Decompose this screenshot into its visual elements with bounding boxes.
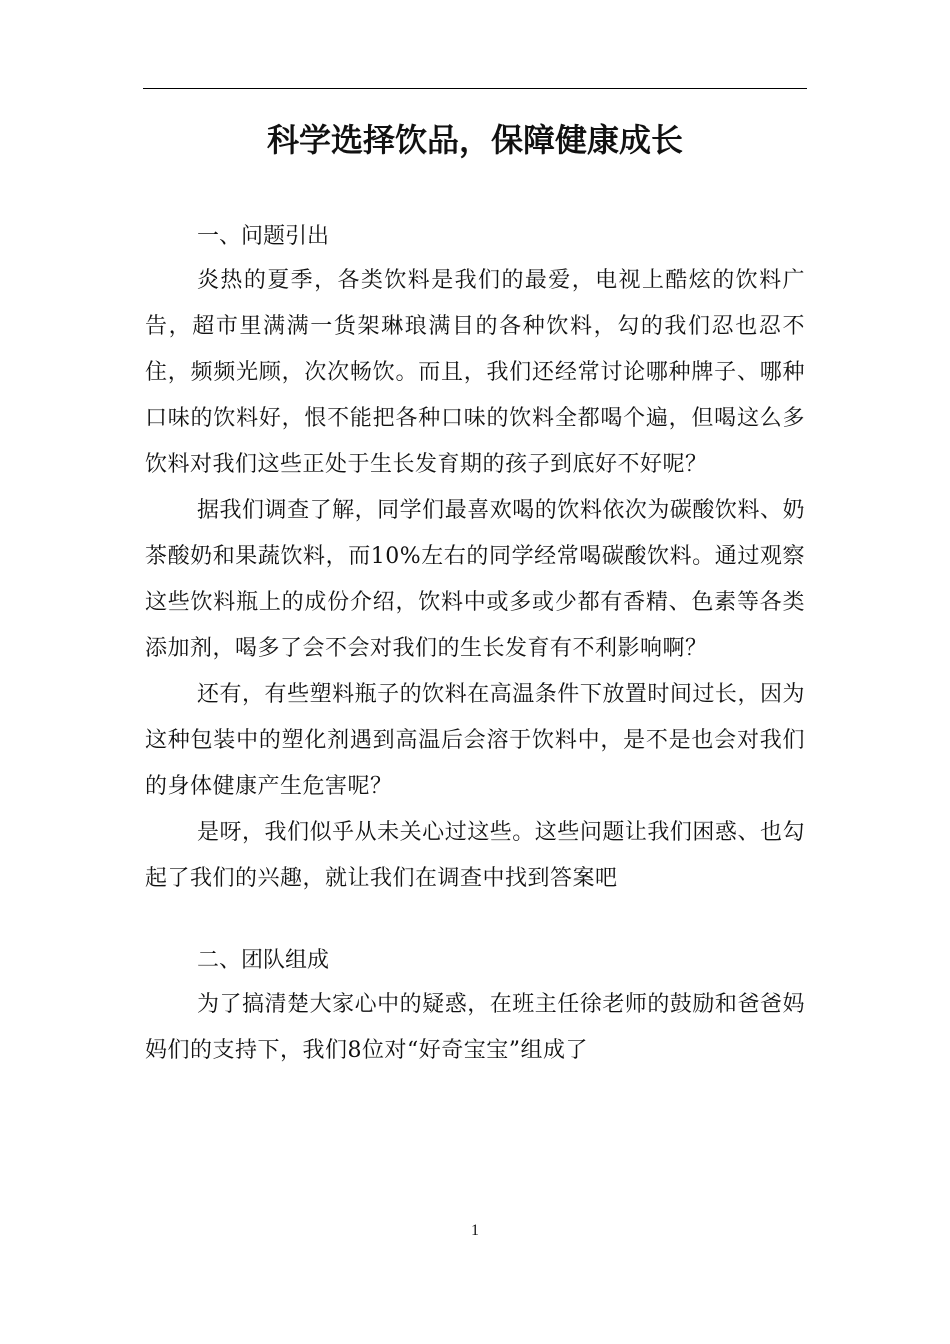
paragraph: 据我们调查了解，同学们最喜欢喝的饮料依次为碳酸饮料、奶茶酸奶和果蔬饮料，而10%左右的同学经常喝碳酸饮料。通过观察这些饮料瓶上的成份介绍，饮料中或多或少都有香精、色素等各类添加剂，喝多了会不会对我们的生长发育有不利影响啊？	[145, 498, 805, 661]
paragraph: 还有，有些塑料瓶子的饮料在高温条件下放置时间过长，因为这种包装中的塑化剂遇到高温后会溶于饮料中，是不是也会对我们的身体健康产生危害呢？	[145, 682, 805, 799]
page-number: 1	[471, 1222, 479, 1239]
section-problem	[145, 216, 805, 902]
section-heading: 一、问题引出	[197, 224, 330, 249]
paragraph: 炎热的夏季，各类饮料是我们的最爱，电视上酷炫的饮料广告，超市里满满一货架琳琅满目的各种饮料，勾的我们忍也忍不住，频频光顾，次次畅饮。而且，我们还经常讨论哪种牌子、哪种口味的饮料好，恨不能把各种口味的饮料全都喝个遍，但喝这么多饮料对我们这些正处于生长发育期的孩子到底好不好呢？	[145, 268, 805, 477]
section-heading: 二、团队组成	[197, 948, 330, 973]
section-gap	[145, 902, 805, 940]
header-rule	[143, 88, 807, 89]
document-title: 科学选择饮品，保障健康成长	[266, 121, 683, 159]
paragraph: 是呀，我们似乎从未关心过这些。这些问题让我们困惑、也勾起了我们的兴趣，就让我们在调查中找到答案吧	[145, 820, 805, 891]
section-team	[145, 940, 805, 1074]
paragraph: 为了搞清楚大家心中的疑惑，在班主任徐老师的鼓励和爸爸妈妈们的支持下，我们8位对“好奇宝宝”组成了	[145, 992, 805, 1063]
document-body	[145, 216, 805, 1074]
